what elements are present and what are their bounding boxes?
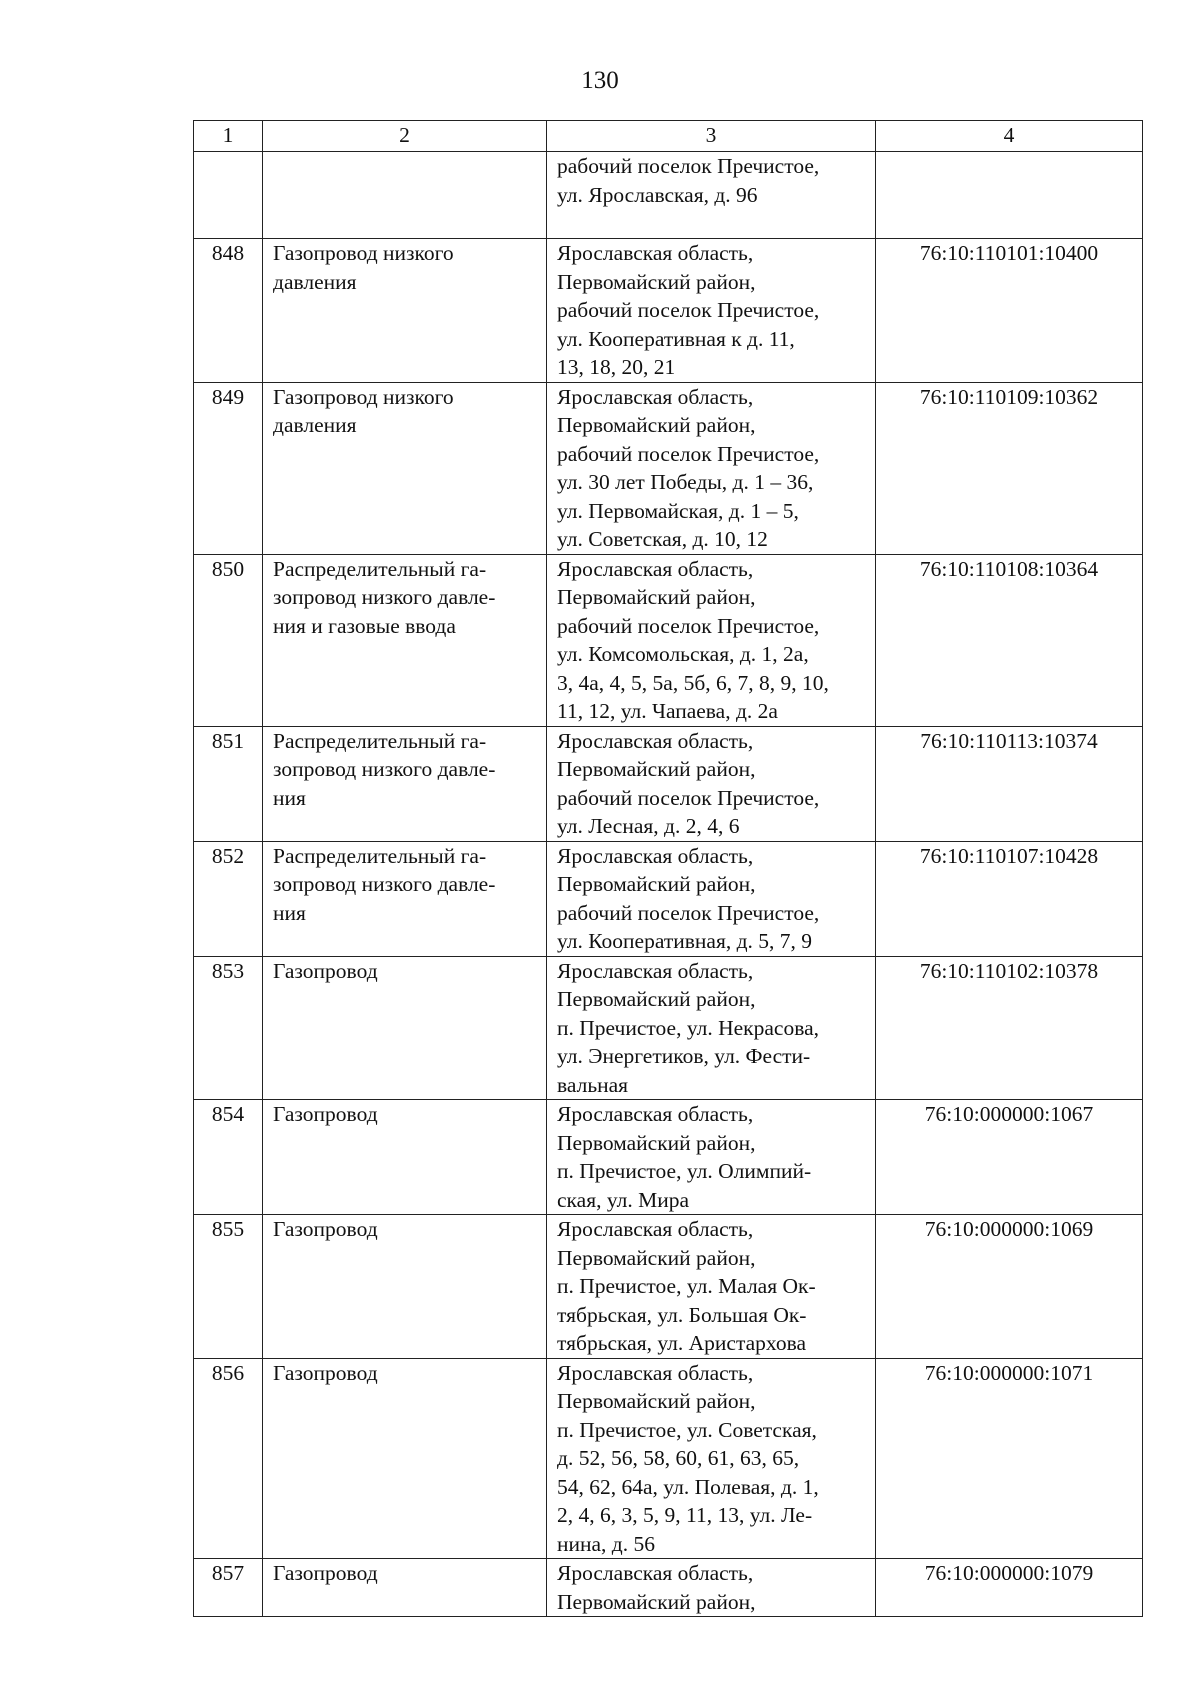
- object-name: Газопровод: [263, 1215, 547, 1359]
- registry-table: [193, 120, 1143, 1617]
- cadastral-number: 76:10:000000:1079: [876, 1559, 1143, 1617]
- column-number-row: [194, 121, 1143, 152]
- row-number: 852: [194, 841, 263, 956]
- row-number: 857: [194, 1559, 263, 1617]
- table-row: [194, 1100, 1143, 1215]
- cadastral-number: 76:10:110109:10362: [876, 382, 1143, 554]
- column-number-2: 2: [263, 121, 547, 152]
- table-row: [194, 841, 1143, 956]
- cadastral-number: 76:10:000000:1067: [876, 1100, 1143, 1215]
- object-address: Ярославская область, Первомайский район, рабочий поселок Пречистое, ул. Комсомольская, д. 1, 2а, 3, 4а, 4, 5, 5а, 5б, 6, 7, 8, 9, 10, 11, 12, ул. Чапаева, д. 2а: [547, 554, 876, 726]
- table-row: [194, 382, 1143, 554]
- cadastral-number: 76:10:000000:1071: [876, 1358, 1143, 1559]
- object-address: рабочий поселок Пречистое, ул. Ярославская, д. 96: [547, 152, 876, 239]
- table-row: [194, 554, 1143, 726]
- cadastral-number: [876, 152, 1143, 239]
- object-address: Ярославская область, Первомайский район, рабочий поселок Пречистое, ул. Кооперативная, д. 5, 7, 9: [547, 841, 876, 956]
- object-address: Ярославская область, Первомайский район, рабочий поселок Пречистое, ул. Кооперативная к д. 11, 13, 18, 20, 21: [547, 239, 876, 383]
- column-number-4: 4: [876, 121, 1143, 152]
- cadastral-number: 76:10:110113:10374: [876, 726, 1143, 841]
- table-row: [194, 1215, 1143, 1359]
- object-name: Газопровод низкого давления: [263, 382, 547, 554]
- row-number: 850: [194, 554, 263, 726]
- object-name: Газопровод: [263, 1358, 547, 1559]
- row-number: 848: [194, 239, 263, 383]
- object-address: Ярославская область, Первомайский район, п. Пречистое, ул. Малая Ок- тябрьская, ул. Большая Ок- тябрьская, ул. Аристархова: [547, 1215, 876, 1359]
- row-number: 856: [194, 1358, 263, 1559]
- object-name: Газопровод: [263, 1559, 547, 1617]
- column-number-1: 1: [194, 121, 263, 152]
- object-address: Ярославская область, Первомайский район,: [547, 1559, 876, 1617]
- object-name: Распределительный га- зопровод низкого давле- ния и газовые ввода: [263, 554, 547, 726]
- object-name: Газопровод: [263, 956, 547, 1100]
- object-name: Газопровод: [263, 1100, 547, 1215]
- object-address: Ярославская область, Первомайский район, п. Пречистое, ул. Олимпий- ская, ул. Мира: [547, 1100, 876, 1215]
- column-number-3: 3: [547, 121, 876, 152]
- object-address: Ярославская область, Первомайский район, рабочий поселок Пречистое, ул. 30 лет Победы, д. 1 – 36, ул. Первомайская, д. 1 – 5, ул. Советская, д. 10, 12: [547, 382, 876, 554]
- cadastral-number: 76:10:110102:10378: [876, 956, 1143, 1100]
- table-row: [194, 1358, 1143, 1559]
- object-address: Ярославская область, Первомайский район, п. Пречистое, ул. Советская, д. 52, 56, 58, 60, 61, 63, 65, 54, 62, 64а, ул. Полевая, д. 1, 2, 4, 6, 3, 5, 9, 11, 13, ул. Ле- нина, д. 56: [547, 1358, 876, 1559]
- object-name: Газопровод низкого давления: [263, 239, 547, 383]
- cadastral-number: 76:10:110108:10364: [876, 554, 1143, 726]
- row-number: 851: [194, 726, 263, 841]
- row-number: 849: [194, 382, 263, 554]
- object-address: Ярославская область, Первомайский район, п. Пречистое, ул. Некрасова, ул. Энергетиков, ул. Фести- вальная: [547, 956, 876, 1100]
- table-row: [194, 152, 1143, 239]
- cadastral-number: 76:10:000000:1069: [876, 1215, 1143, 1359]
- table-row: [194, 956, 1143, 1100]
- object-name: [263, 152, 547, 239]
- page-number: 130: [581, 67, 619, 94]
- row-number: 853: [194, 956, 263, 1100]
- table-row: [194, 726, 1143, 841]
- object-address: Ярославская область, Первомайский район, рабочий поселок Пречистое, ул. Лесная, д. 2, 4, 6: [547, 726, 876, 841]
- cadastral-number: 76:10:110107:10428: [876, 841, 1143, 956]
- cadastral-number: 76:10:110101:10400: [876, 239, 1143, 383]
- table-row: [194, 239, 1143, 383]
- row-number: [194, 152, 263, 239]
- object-name: Распределительный га- зопровод низкого давле- ния: [263, 726, 547, 841]
- row-number: 854: [194, 1100, 263, 1215]
- object-name: Распределительный га- зопровод низкого давле- ния: [263, 841, 547, 956]
- table-row: [194, 1559, 1143, 1617]
- row-number: 855: [194, 1215, 263, 1359]
